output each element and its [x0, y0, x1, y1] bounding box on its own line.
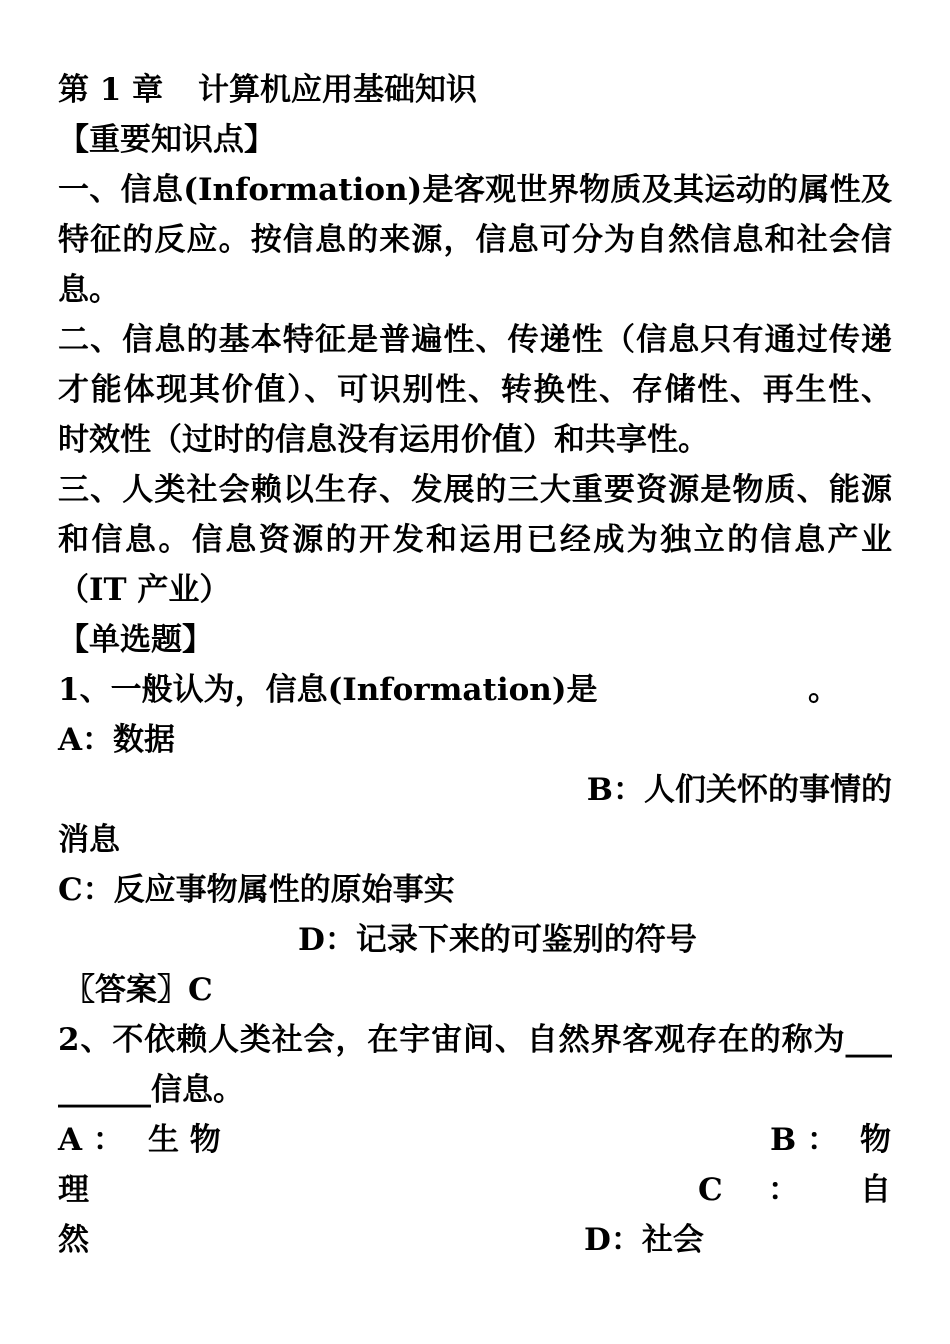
- question-1-option-b-continued: 消息: [58, 822, 120, 858]
- question-2-option-b-text: 物: [860, 1122, 891, 1158]
- key-points-heading: 【重要知识点】: [58, 122, 275, 158]
- key-point-line: 二、信息的基本特征是普遍性、传递性（信息只有通过传递: [58, 322, 892, 358]
- question-2-option-c-label: C: [698, 1172, 723, 1208]
- key-point-line: 三、人类社会赖以生存、发展的三大重要资源是物质、能源: [58, 472, 892, 508]
- question-2-option-c-text: 自: [860, 1172, 891, 1208]
- key-point-line: 才能体现其价值）、可识别性、转换性、存储性、再生性、: [58, 372, 892, 408]
- question-1-blank-end: 。: [808, 672, 839, 708]
- question-1-option-d: D：记录下来的可鉴别的符号: [298, 922, 697, 958]
- question-1-stem: [58, 670, 892, 710]
- key-point-line: 时效性（过时的信息没有运用价值）和共享性。: [58, 422, 709, 458]
- key-point-line: 一、信息(Information)是客观世界物质及其运动的属性及: [58, 172, 892, 208]
- question-1-option-a: A：数据: [58, 722, 176, 758]
- chapter-title: 计算机应用基础知识: [198, 72, 477, 108]
- chapter-heading: [58, 70, 892, 110]
- question-2-option-d: D：社会: [584, 1222, 704, 1258]
- question-2-option-a-label: A ：: [58, 1122, 124, 1158]
- single-choice-heading: 【单选题】: [58, 622, 213, 658]
- key-point-line: （IT 产业）: [58, 572, 231, 608]
- question-1-stem-text: 1、一般认为，信息(Information)是: [58, 672, 598, 708]
- chapter-label: 第 1 章: [58, 72, 164, 108]
- question-1-answer: 〖答案〗C: [64, 972, 213, 1008]
- question-2-option-b-continued: 理: [58, 1172, 89, 1208]
- question-1-option-c: C：反应事物属性的原始事实: [58, 872, 455, 908]
- question-2-stem: 2、不依赖人类社会，在宇宙间、自然界客观存在的称为___: [58, 1022, 892, 1058]
- question-2-option-b-label: B ：: [770, 1122, 838, 1158]
- question-2-option-c-colon: ：: [768, 1172, 799, 1208]
- key-point-line: 和信息。信息资源的开发和运用已经成为独立的信息产业: [58, 522, 892, 558]
- question-2-stem-continued: ______信息。: [58, 1072, 244, 1108]
- question-2-option-a-text: 生 物: [148, 1122, 221, 1158]
- question-1-option-b: B：人们关怀的事情的: [586, 772, 892, 808]
- key-point-line: 特征的反应。按信息的来源，信息可分为自然信息和社会信: [58, 222, 892, 258]
- question-2-option-c-continued: 然: [58, 1222, 89, 1258]
- key-point-line: 息。: [58, 272, 120, 308]
